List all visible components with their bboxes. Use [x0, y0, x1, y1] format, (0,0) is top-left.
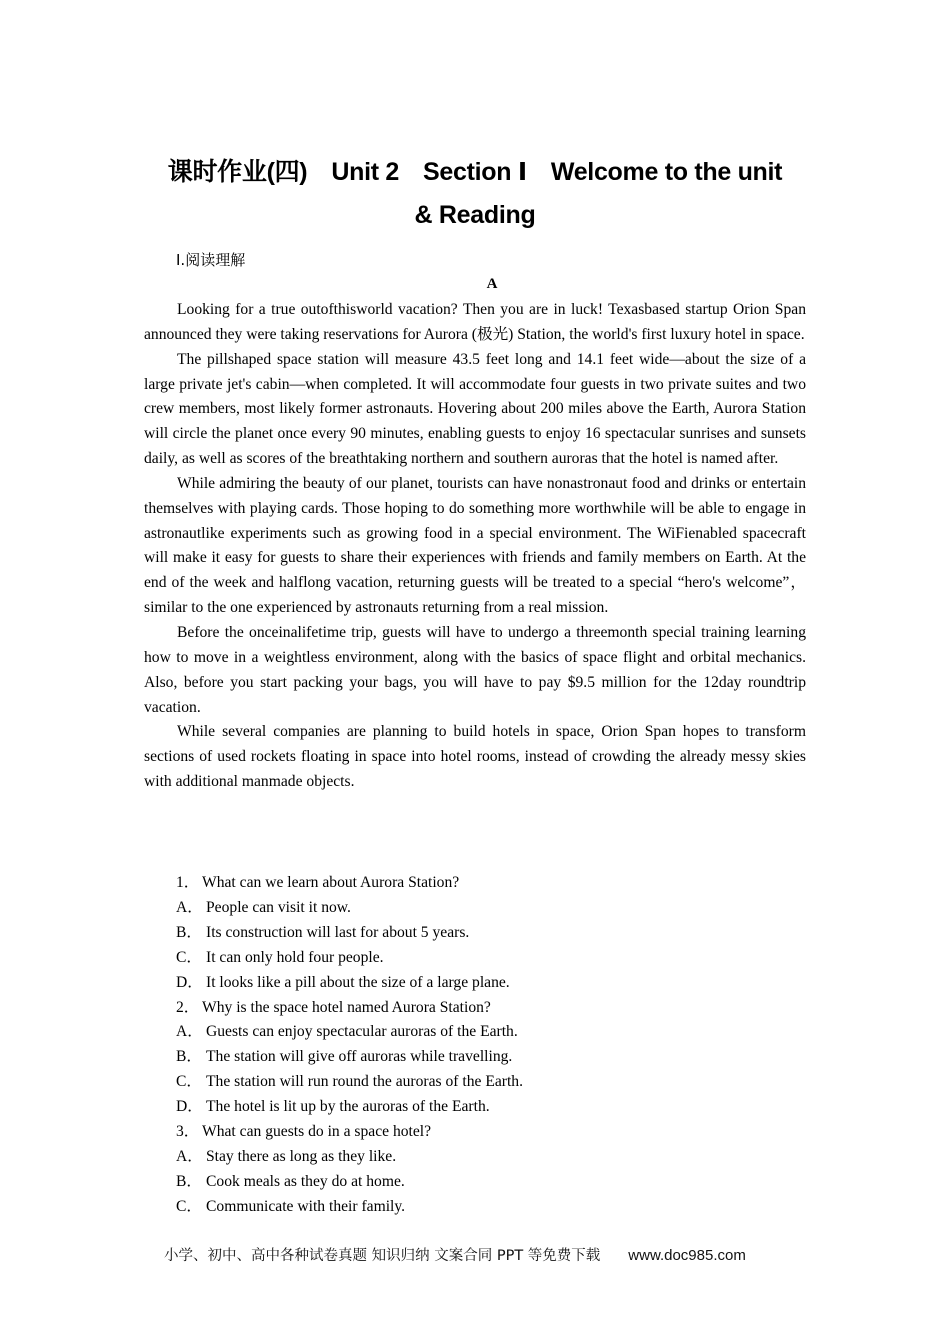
option-letter: A． — [176, 1147, 203, 1165]
option-letter: D． — [176, 1098, 203, 1116]
page-title-line2: & Reading — [414, 201, 536, 229]
option-text: The hotel is lit up by the auroras of the Earth. — [206, 1098, 490, 1116]
answer-option — [176, 1095, 523, 1120]
page-footer — [164, 1244, 746, 1265]
option-text: Its construction will last for about 5 years. — [206, 923, 470, 941]
question-text: What can we learn about Aurora Station? — [202, 874, 460, 891]
passage-paragraph: While several companies are planning to build hotels in space, Orion Span hopes to transform sections of used rockets floating in space into hotel rooms, instead of crowding the already messy skies with additional manmade objects. — [144, 723, 806, 791]
answer-option — [176, 1020, 523, 1045]
option-text: Guests can enjoy spectacular auroras of the Earth. — [206, 1023, 518, 1041]
answer-option — [176, 921, 523, 946]
footer-text: 小学、初中、高中各种试卷真题 知识归纳 文案合同 PPT 等免费下载 — [164, 1248, 601, 1264]
option-letter: C． — [176, 948, 202, 966]
page-title — [0, 152, 950, 188]
footer-url-link[interactable]: www.doc985.com — [628, 1247, 746, 1264]
section-label: Ⅰ.阅读理解 — [176, 251, 246, 269]
passage-paragraph: The pillshaped space station will measure 43.5 feet long and 14.1 feet wide—about the size of a large private jet's cabin—when completed. It will accommodate four guests in two private suites and two crew members, most likely former astronauts. Hovering about 200 miles above the Earth, Aurora Station will circle the planet once every 90 minutes, enabling guests to enjoy 16 spectacular sunrises and sunsets daily, as well as scores of the breathtaking northern and southern auroras that the hotel is named after. — [144, 350, 806, 468]
answer-option — [176, 1045, 523, 1070]
answer-option — [176, 971, 523, 996]
option-letter: B． — [176, 923, 202, 941]
option-letter: B． — [176, 1048, 202, 1066]
option-letter: A． — [176, 1023, 203, 1041]
question-text: What can guests do in a space hotel? — [202, 1123, 432, 1141]
passage-paragraph: Looking for a true outofthisworld vacation? Then you are in luck! Texasbased startup Orion Span announced they were taking reservations for Aurora (极光) Station, the world's first luxury hotel in space. — [144, 301, 806, 343]
answer-option — [176, 1145, 523, 1170]
option-text: People can visit it now. — [206, 898, 351, 916]
question-stem — [176, 1120, 523, 1145]
question-number: 2． — [176, 998, 200, 1016]
answer-option — [176, 1070, 523, 1095]
question-list — [176, 871, 523, 1220]
question-number: 3． — [176, 1123, 200, 1141]
option-text: Cook meals as they do at home. — [206, 1172, 405, 1190]
option-letter: D． — [176, 973, 203, 991]
option-letter: C． — [176, 1073, 202, 1091]
option-letter: C． — [176, 1197, 202, 1215]
answer-option — [176, 1195, 523, 1220]
passage-paragraph: While admiring the beauty of our planet, tourists can have nonastronaut food and drinks or entertain themselves with playing cards. Those hoping to do something more worthwhile will be able to engage in astronautlike experiments such as growing food in a special environment. The WiFienabled spacecraft will make it easy for guests to share their experiences with friends and family members on Earth. At the end of the week and halflong vacation, returning guests will be treated to a special “hero's welcome”， similar to the one experienced by astronauts returning from a real mission. — [144, 474, 806, 617]
passage-letter: A — [486, 276, 498, 292]
question-stem — [176, 871, 523, 896]
question-number: 1． — [176, 874, 200, 891]
answer-option — [176, 946, 523, 971]
option-text: The station will give off auroras while travelling. — [206, 1048, 513, 1066]
title-topic: Welcome to the unit — [550, 158, 783, 186]
title-section: Section Ⅰ — [423, 158, 527, 186]
option-text: Communicate with their family. — [206, 1197, 406, 1215]
reading-passage — [144, 298, 806, 795]
question-stem — [176, 996, 523, 1021]
title-chinese: 课时作业(四) — [167, 158, 308, 186]
option-text: It looks like a pill about the size of a large plane. — [206, 973, 510, 991]
title-unit: Unit 2 — [331, 158, 399, 186]
passage-paragraph: Before the onceinalifetime trip, guests will have to undergo a threemonth special training learning how to move in a weightless environment, along with the basics of space flight and orbital mechanics. Also, before you start packing your bags, you will have to pay $9.5 million for the 12day roundtrip vacation. — [144, 623, 806, 716]
answer-option — [176, 896, 523, 921]
question-text: Why is the space hotel named Aurora Station? — [202, 998, 491, 1016]
option-letter: A． — [176, 898, 203, 916]
option-text: The station will run round the auroras of the Earth. — [206, 1073, 523, 1091]
answer-option — [176, 1170, 523, 1195]
option-letter: B． — [176, 1172, 202, 1190]
option-text: It can only hold four people. — [206, 948, 384, 966]
option-text: Stay there as long as they like. — [206, 1147, 397, 1165]
